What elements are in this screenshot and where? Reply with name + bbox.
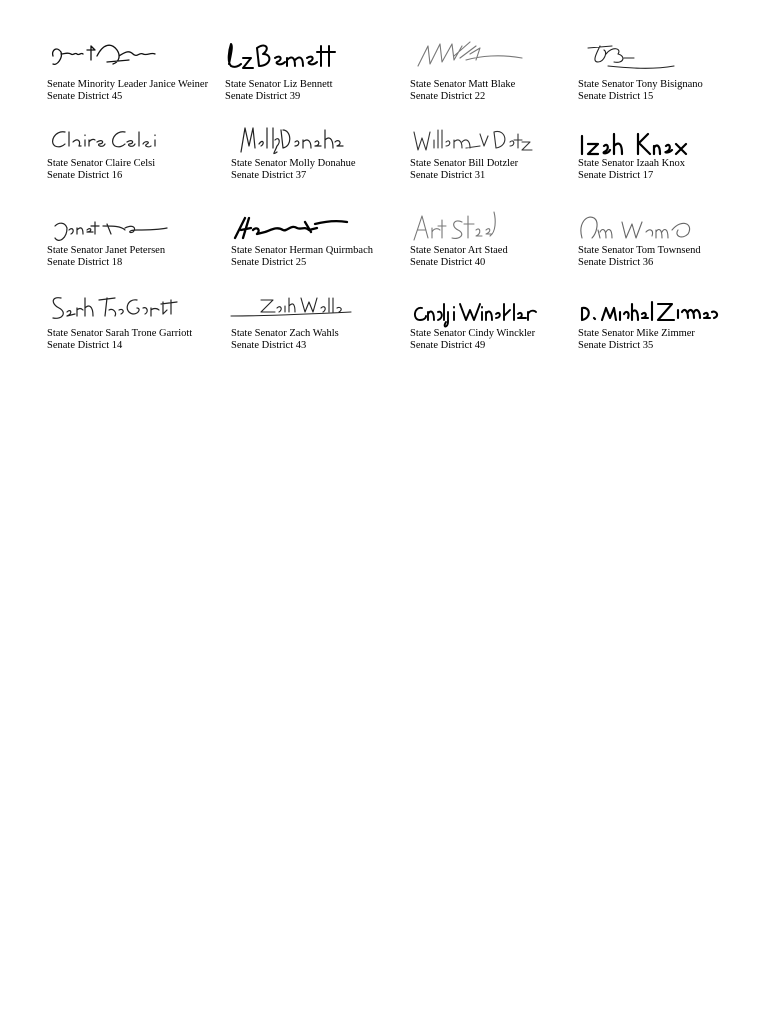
signer-title: State Senator Tom Townsend — [578, 245, 701, 256]
signer-district: Senate District 25 — [231, 257, 307, 268]
signer-district: Senate District 36 — [578, 257, 654, 268]
signer-title: State Senator Zach Wahls — [231, 328, 339, 339]
signer-district: Senate District 49 — [410, 340, 486, 351]
signer-district: Senate District 43 — [231, 340, 307, 351]
signer-title: Senate Minority Leader Janice Weiner — [47, 79, 209, 90]
signature-image — [225, 36, 375, 82]
signer-district: Senate District 15 — [578, 91, 654, 102]
signer-district: Senate District 16 — [47, 170, 123, 181]
signer-title: State Senator Cindy Winckler — [410, 328, 536, 339]
signature-image — [410, 36, 560, 82]
signer-district: Senate District 22 — [410, 91, 486, 102]
signer-district: Senate District 35 — [578, 340, 654, 351]
signer-title: State Senator Mike Zimmer — [578, 328, 695, 339]
signer-district: Senate District 45 — [47, 91, 123, 102]
signature-image — [47, 36, 197, 82]
signer-title: State Senator Tony Bisignano — [578, 79, 703, 90]
signer-district: Senate District 18 — [47, 257, 123, 268]
signer-district: Senate District 40 — [410, 257, 486, 268]
signer-district: Senate District 37 — [231, 170, 307, 181]
signer-title: State Senator Matt Blake — [410, 79, 516, 90]
signer-title: State Senator Art Staed — [410, 245, 508, 256]
signature-image — [578, 36, 728, 82]
signer-title: State Senator Claire Celsi — [47, 158, 156, 169]
signer-title: State Senator Bill Dotzler — [410, 158, 519, 169]
signer-district: Senate District 17 — [578, 170, 654, 181]
signer-title: State Senator Izaah Knox — [578, 158, 686, 169]
signer-title: State Senator Janet Petersen — [47, 245, 166, 256]
signer-title: State Senator Liz Bennett — [225, 79, 333, 90]
signer-district: Senate District 14 — [47, 340, 123, 351]
signer-title: State Senator Sarah Trone Garriott — [47, 328, 193, 339]
signer-title: State Senator Molly Donahue — [231, 158, 356, 169]
signer-title: State Senator Herman Quirmbach — [231, 245, 373, 256]
signer-district: Senate District 31 — [410, 170, 486, 181]
signer-district: Senate District 39 — [225, 91, 301, 102]
